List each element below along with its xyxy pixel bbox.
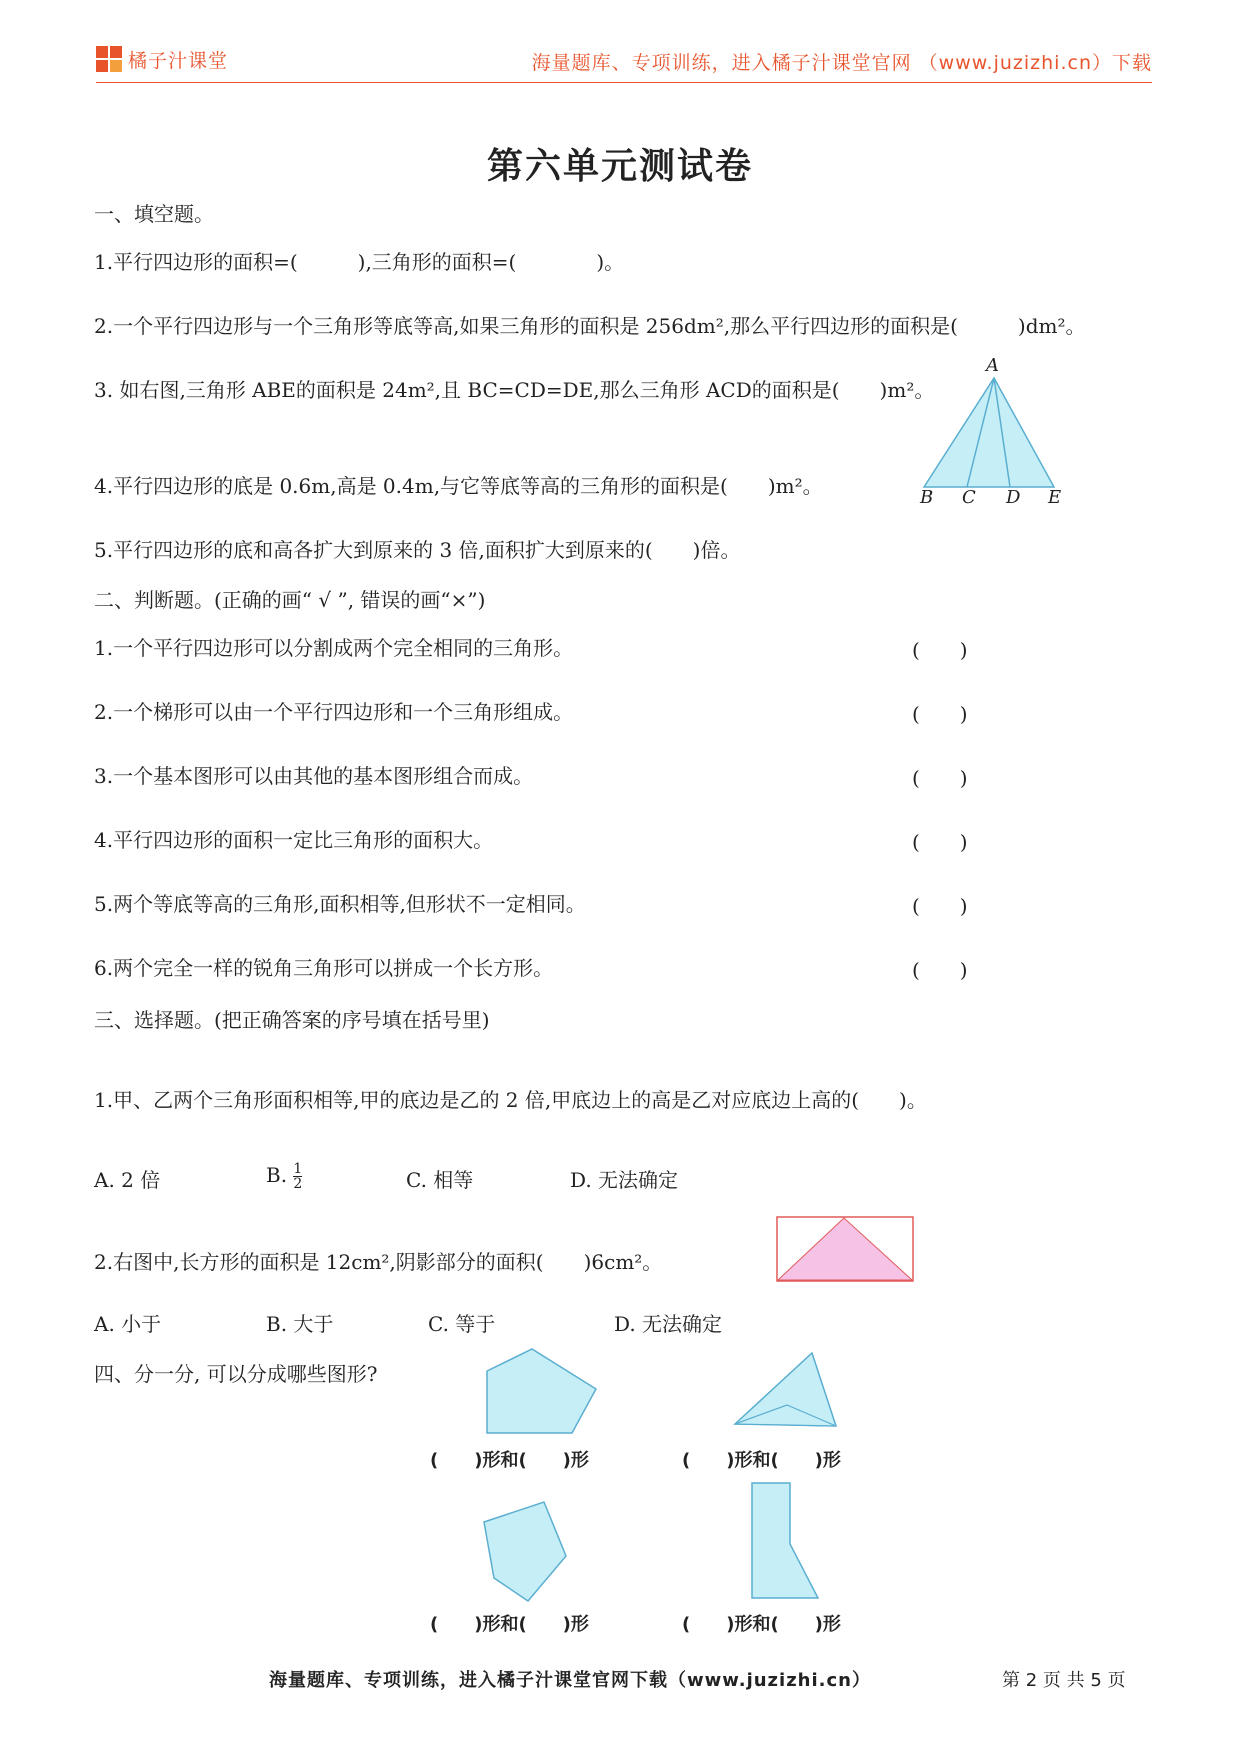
q2-option-a: A. 小于 <box>94 1312 162 1336</box>
pentagon-shape-1 <box>482 1346 602 1438</box>
judge-item: 5.两个等底等高的三角形,面积相等,但形状不一定相同。 <box>94 892 586 916</box>
page-title: 第六单元测试卷 <box>486 145 753 187</box>
section1-q3: 3. 如右图,三角形 ABE的面积是 24m²,且 BC=CD=DE,那么三角形 ACD的面积是( )m²。 <box>94 378 935 402</box>
pentagon-shape-3 <box>480 1498 570 1606</box>
q2-option-c: C. 等于 <box>428 1312 496 1336</box>
judge-answer-paren[interactable]: ( ) <box>912 830 968 854</box>
q1-option-b <box>266 1162 302 1191</box>
fraction-numerator: 1 <box>293 1161 303 1177</box>
trapezoid-shape-4 <box>744 1480 824 1602</box>
page-number: 第 2 页 共 5 页 <box>1002 1670 1126 1691</box>
header-divider <box>96 82 1152 83</box>
q2-option-b: B. 大于 <box>266 1312 334 1336</box>
shape-4-caption: ( )形和( )形 <box>682 1614 841 1635</box>
label-b: B <box>920 487 934 508</box>
q2-option-d: D. 无法确定 <box>614 1312 723 1336</box>
section1-q5: 5.平行四边形的底和高各扩大到原来的 3 倍,面积扩大到原来的( )倍。 <box>94 538 741 562</box>
judge-answer-paren[interactable]: ( ) <box>912 958 968 982</box>
triangle-abe-figure <box>920 370 1070 490</box>
shape-1-caption: ( )形和( )形 <box>430 1450 589 1471</box>
footer-text: 海量题库、专项训练，进入橘子汁课堂官网下载（www.juzizhi.cn） <box>269 1670 871 1691</box>
fraction-one-half <box>293 1162 302 1191</box>
q1-option-b-prefix: B. <box>266 1163 288 1187</box>
quadrilateral-shape-2 <box>732 1350 842 1432</box>
shape-2-caption: ( )形和( )形 <box>682 1450 841 1471</box>
q1-option-d: D. 无法确定 <box>570 1168 679 1192</box>
judge-item: 6.两个完全一样的锐角三角形可以拼成一个长方形。 <box>94 956 554 980</box>
logo-icon <box>96 46 122 72</box>
section3-heading: 三、选择题。(把正确答案的序号填在括号里) <box>94 1008 490 1032</box>
rectangle-shaded-figure <box>776 1216 916 1286</box>
judge-answer-paren[interactable]: ( ) <box>912 638 968 662</box>
section3-q2: 2.右图中,长方形的面积是 12cm²,阴影部分的面积( )6cm²。 <box>94 1250 663 1274</box>
section3-q1: 1.甲、乙两个三角形面积相等,甲的底边是乙的 2 倍,甲底边上的高是乙对应底边上高的( )。 <box>94 1088 927 1112</box>
judge-answer-paren[interactable]: ( ) <box>912 894 968 918</box>
q1-option-c: C. 相等 <box>406 1168 474 1192</box>
fraction-denominator: 2 <box>293 1176 303 1192</box>
logo-text: 橘子汁课堂 <box>128 49 229 72</box>
section2-heading: 二、判断题。(正确的画“ √ ”, 错误的画“×”) <box>94 588 486 612</box>
header-slogan: 海量题库、专项训练，进入橘子汁课堂官网 （www.juzizhi.cn）下载 <box>531 52 1152 74</box>
header-logo <box>96 44 228 74</box>
label-d: D <box>1006 487 1021 508</box>
section1-q4: 4.平行四边形的底是 0.6m,高是 0.4m,与它等底等高的三角形的面积是( )m²。 <box>94 474 823 498</box>
shape-3-caption: ( )形和( )形 <box>430 1614 589 1635</box>
judge-item: 1.一个平行四边形可以分割成两个完全相同的三角形。 <box>94 636 574 660</box>
judge-item: 2.一个梯形可以由一个平行四边形和一个三角形组成。 <box>94 700 574 724</box>
label-c: C <box>962 487 976 508</box>
label-e: E <box>1048 487 1062 508</box>
judge-answer-paren[interactable]: ( ) <box>912 702 968 726</box>
judge-item: 4.平行四边形的面积一定比三角形的面积大。 <box>94 828 494 852</box>
section1-q1: 1.平行四边形的面积=( ),三角形的面积=( )。 <box>94 250 625 274</box>
judge-answer-paren[interactable]: ( ) <box>912 766 968 790</box>
section4-heading: 四、分一分, 可以分成哪些图形? <box>94 1362 378 1386</box>
judge-item: 3.一个基本图形可以由其他的基本图形组合而成。 <box>94 764 534 788</box>
section1-q2: 2.一个平行四边形与一个三角形等底等高,如果三角形的面积是 256dm²,那么平行四边形的面积是( )dm²。 <box>94 314 1086 338</box>
label-a: A <box>986 355 999 376</box>
q1-option-a: A. 2 倍 <box>94 1168 161 1192</box>
section1-heading: 一、填空题。 <box>94 202 214 226</box>
